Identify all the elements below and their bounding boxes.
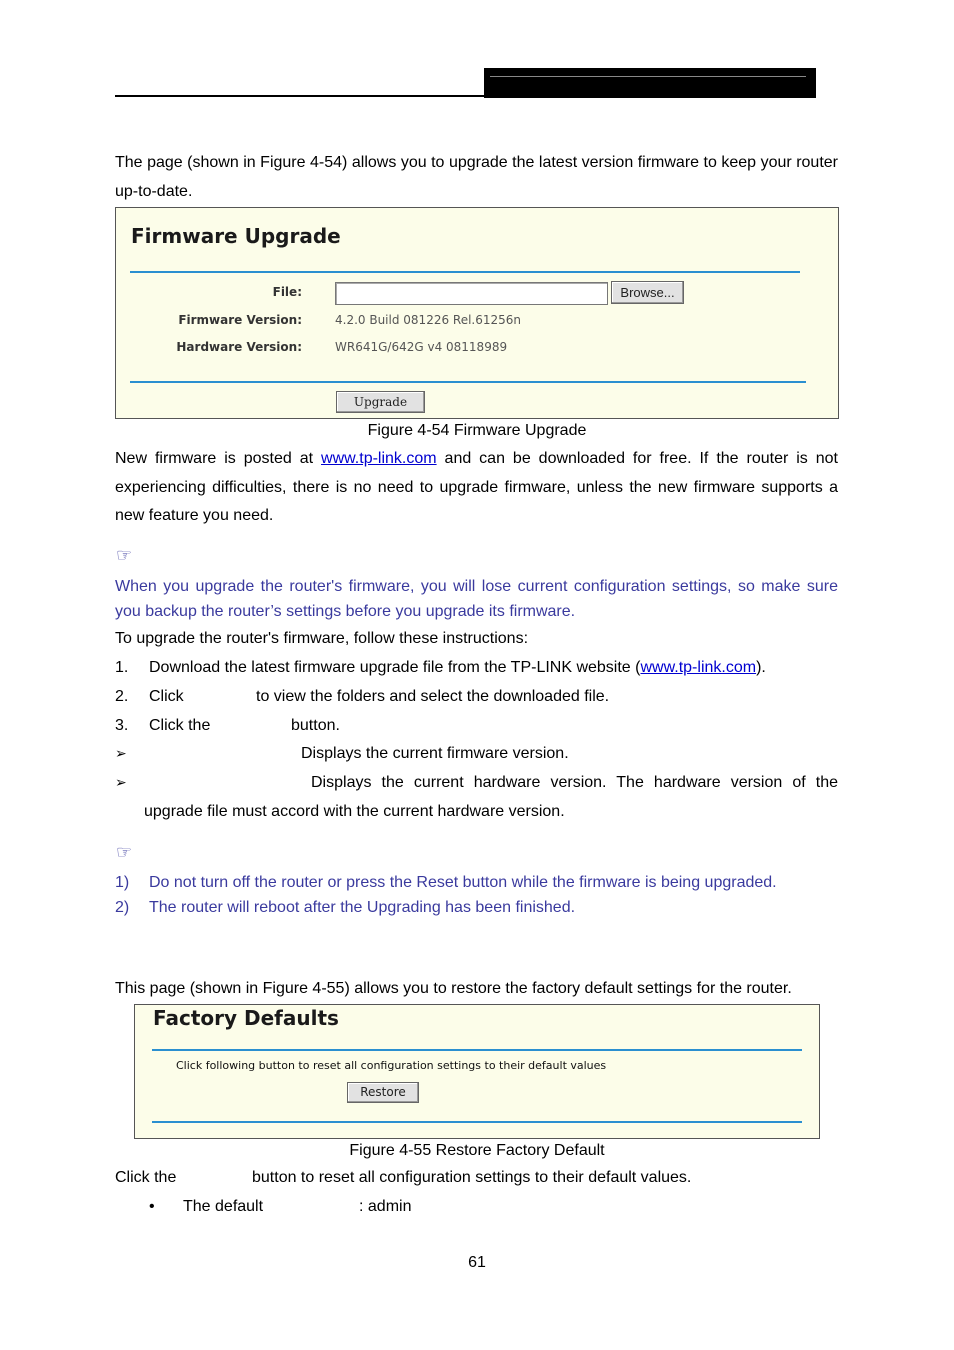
instructions-intro: To upgrade the router's firmware, follow these instructions:	[115, 630, 529, 647]
tp-link-link-step[interactable]: www.tp-link.com	[640, 659, 757, 676]
tp-link-link[interactable]: www.tp-link.com	[321, 450, 437, 467]
arrow-bullet-icon: ➢	[115, 774, 127, 790]
factory-panel-title: Factory Defaults	[153, 1006, 339, 1030]
step-3-post: button.	[291, 717, 340, 734]
factory-description: Click following button to reset all configuration settings to their default values	[176, 1059, 607, 1072]
page-number: 61	[468, 1254, 486, 1271]
panel-separator-bottom	[130, 381, 806, 383]
note-2-item-2-number: 2)	[115, 899, 130, 916]
arrow-bullet-icon: ➢	[115, 745, 127, 761]
note-2-item-1-number: 1)	[115, 874, 130, 891]
pointing-hand-icon: ☞	[116, 545, 133, 566]
header-rule	[115, 95, 487, 97]
pointing-hand-icon: ☞	[116, 842, 133, 863]
firmware-version-desc: Displays the current firmware version.	[301, 745, 569, 762]
step-2-number: 2.	[115, 688, 129, 705]
firmware-panel-title: Firmware Upgrade	[131, 224, 341, 248]
hardware-version-desc-cont: upgrade file must accord with the current hardware version.	[144, 803, 565, 820]
firmware-version-label: Firmware Version:	[178, 313, 302, 327]
panel-separator-top	[130, 271, 800, 273]
step-3-pre: Click the	[149, 717, 211, 734]
header-bar	[484, 68, 816, 98]
new-firmware-paragraph: New firmware is posted at www.tp-link.com and can be downloaded for free. If the router is not experiencing difficulties, there is no need to upgrade firmware, unless the new firmware supports a new feature you need.	[115, 450, 838, 524]
upgrade-button[interactable]: Upgrade	[336, 391, 425, 413]
note-backup-warning: When you upgrade the router's firmware, you will lose current configuration settings, so make sure you backup the router’s settings before you upgrade its firmware.	[115, 578, 838, 620]
default-post: : admin	[359, 1198, 412, 1215]
note-2-item-2-text: The router will reboot after the Upgrading has been finished.	[149, 899, 576, 916]
click-restore-pre: Click the	[115, 1169, 177, 1186]
step-2-post: to view the folders and select the downloaded file.	[256, 688, 610, 705]
figure-caption-54: Figure 4-54 Firmware Upgrade	[367, 422, 587, 439]
click-restore-post: button to reset all configuration settings to their default values.	[252, 1169, 692, 1186]
dot-bullet: •	[149, 1198, 155, 1215]
hardware-version-desc: Displays the current hardware version. The hardware version of the	[311, 774, 838, 791]
intro-factory: This page (shown in Figure 4-55) allows you to restore the factory default settings for the router.	[115, 980, 792, 997]
restore-button[interactable]: Restore	[347, 1082, 419, 1103]
firmware-version-value: 4.2.0 Build 081226 Rel.61256n	[335, 313, 522, 327]
note-2-item-1-text: Do not turn off the router or press the Reset button while the firmware is being upgraded.	[149, 874, 777, 891]
intro-firmware: The page (shown in Figure 4-54) allows you to upgrade the latest version firmware to keep your router up-to-date.	[115, 154, 838, 200]
step-1-number: 1.	[115, 659, 129, 676]
hardware-version-value: WR641G/642G v4 08118989	[335, 340, 508, 354]
figure-caption-55: Figure 4-55 Restore Factory Default	[349, 1142, 605, 1159]
hardware-version-label: Hardware Version:	[176, 340, 302, 354]
file-label: File:	[272, 285, 302, 299]
factory-separator-bottom	[152, 1121, 802, 1123]
step-1-text: Download the latest firmware upgrade file from the TP-LINK website (www.tp-link.com).	[149, 659, 766, 676]
step-3-number: 3.	[115, 717, 129, 734]
firmware-upgrade-panel	[115, 207, 839, 419]
default-pre: The default	[183, 1198, 264, 1215]
step-2-pre: Click	[149, 688, 184, 705]
factory-defaults-panel	[134, 1004, 820, 1139]
file-input[interactable]	[335, 282, 608, 305]
factory-separator-top	[152, 1049, 802, 1051]
browse-button[interactable]: Browse...	[611, 281, 684, 304]
